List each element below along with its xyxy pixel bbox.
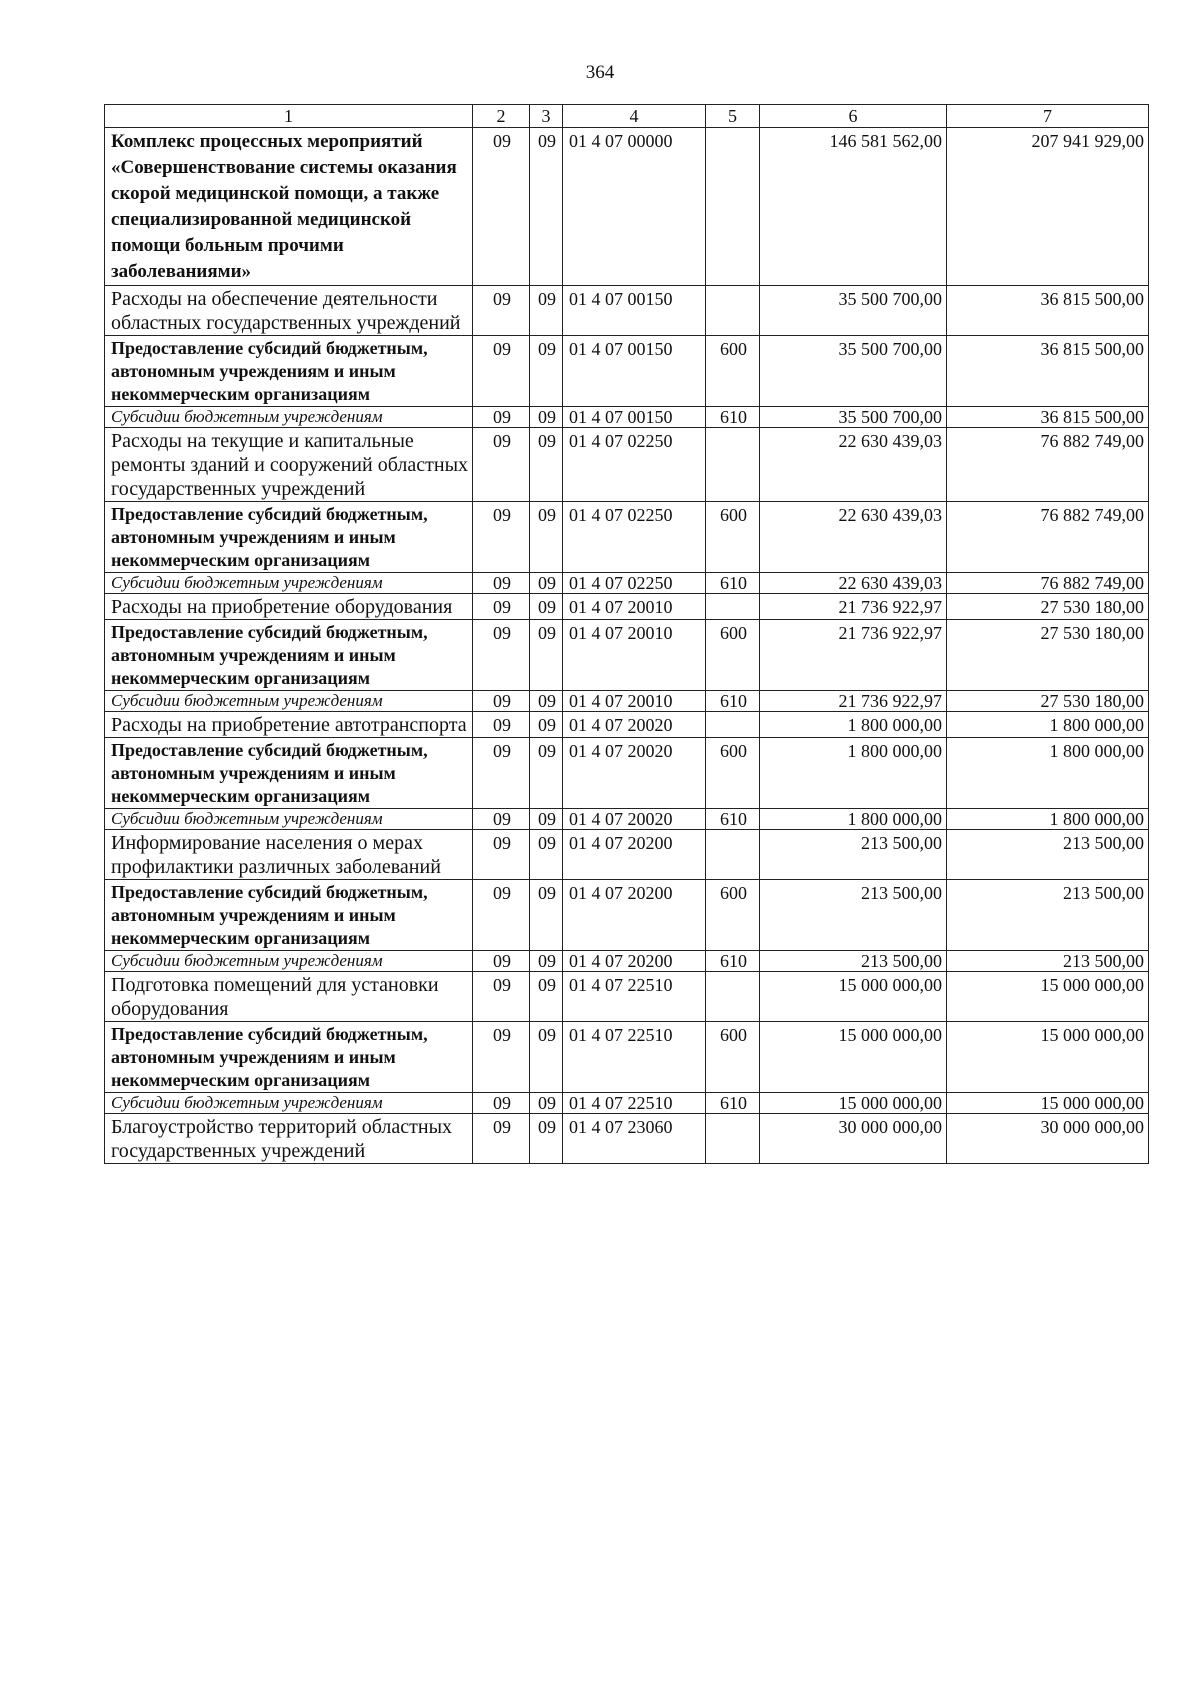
amount-cell: 27 530 180,00 bbox=[947, 594, 1149, 620]
target-article-cell: 01 4 07 00150 bbox=[563, 286, 706, 336]
expense-type-cell bbox=[706, 712, 760, 738]
amount-cell: 36 815 500,00 bbox=[947, 336, 1149, 407]
table-row bbox=[105, 620, 1149, 691]
expense-type-cell bbox=[706, 594, 760, 620]
amount-cell: 207 941 929,00 bbox=[947, 128, 1149, 286]
target-article-cell: 01 4 07 22510 bbox=[563, 1093, 706, 1114]
page-number: 364 bbox=[585, 62, 615, 83]
amount-cell: 1 800 000,00 bbox=[760, 738, 947, 809]
subsection-code-cell: 09 bbox=[530, 880, 563, 951]
target-article-cell: 01 4 07 22510 bbox=[563, 972, 706, 1022]
subsection-code-cell: 09 bbox=[530, 830, 563, 880]
subsection-code-cell: 09 bbox=[530, 620, 563, 691]
table-header bbox=[105, 105, 1149, 128]
amount-cell: 22 630 439,03 bbox=[760, 502, 947, 573]
amount-cell: 27 530 180,00 bbox=[947, 691, 1149, 712]
amount-cell: 15 000 000,00 bbox=[947, 1022, 1149, 1093]
subsection-code-cell: 09 bbox=[530, 428, 563, 502]
subsection-code-cell: 09 bbox=[530, 1022, 563, 1093]
table-body bbox=[105, 128, 1149, 1164]
amount-cell: 15 000 000,00 bbox=[947, 1093, 1149, 1114]
section-code-cell: 09 bbox=[473, 128, 530, 286]
amount-cell: 36 815 500,00 bbox=[947, 286, 1149, 336]
table-row bbox=[105, 712, 1149, 738]
target-article-cell: 01 4 07 20020 bbox=[563, 712, 706, 738]
table-row bbox=[105, 286, 1149, 336]
target-article-cell: 01 4 07 00150 bbox=[563, 407, 706, 428]
target-article-cell: 01 4 07 02250 bbox=[563, 428, 706, 502]
subsection-code-cell: 09 bbox=[530, 691, 563, 712]
amount-cell: 21 736 922,97 bbox=[760, 620, 947, 691]
section-code-cell: 09 bbox=[473, 620, 530, 691]
subsection-code-cell: 09 bbox=[530, 738, 563, 809]
expense-type-cell: 600 bbox=[706, 620, 760, 691]
target-article-cell: 01 4 07 02250 bbox=[563, 502, 706, 573]
section-code-cell: 09 bbox=[473, 880, 530, 951]
item-name-cell: Расходы на обеспечение деятельности областных государственных учреждений bbox=[105, 286, 473, 336]
amount-cell: 76 882 749,00 bbox=[947, 502, 1149, 573]
section-code-cell: 09 bbox=[473, 573, 530, 594]
subsection-code-cell: 09 bbox=[530, 128, 563, 286]
item-name-cell: Подготовка помещений для установки оборудования bbox=[105, 972, 473, 1022]
table-row bbox=[105, 502, 1149, 573]
header-cell-3: 3 bbox=[530, 105, 563, 128]
expense-type-cell bbox=[706, 1114, 760, 1164]
amount-cell: 21 736 922,97 bbox=[760, 691, 947, 712]
target-article-cell: 01 4 07 22510 bbox=[563, 1022, 706, 1093]
target-article-cell: 01 4 07 20200 bbox=[563, 880, 706, 951]
item-name-cell: Субсидии бюджетным учреждениям bbox=[105, 691, 473, 712]
table-row bbox=[105, 1114, 1149, 1164]
amount-cell: 213 500,00 bbox=[947, 880, 1149, 951]
item-name-cell: Субсидии бюджетным учреждениям bbox=[105, 951, 473, 972]
table-row bbox=[105, 691, 1149, 712]
target-article-cell: 01 4 07 20010 bbox=[563, 620, 706, 691]
amount-cell: 36 815 500,00 bbox=[947, 407, 1149, 428]
header-cell-6: 6 bbox=[760, 105, 947, 128]
amount-cell: 76 882 749,00 bbox=[947, 428, 1149, 502]
target-article-cell: 01 4 07 00150 bbox=[563, 336, 706, 407]
section-code-cell: 09 bbox=[473, 502, 530, 573]
section-code-cell: 09 bbox=[473, 1093, 530, 1114]
target-article-cell: 01 4 07 20020 bbox=[563, 738, 706, 809]
amount-cell: 15 000 000,00 bbox=[760, 972, 947, 1022]
item-name-cell: Субсидии бюджетным учреждениям bbox=[105, 1093, 473, 1114]
table-row bbox=[105, 594, 1149, 620]
section-code-cell: 09 bbox=[473, 738, 530, 809]
expense-type-cell: 610 bbox=[706, 951, 760, 972]
expense-type-cell bbox=[706, 286, 760, 336]
amount-cell: 1 800 000,00 bbox=[947, 809, 1149, 830]
subsection-code-cell: 09 bbox=[530, 286, 563, 336]
amount-cell: 1 800 000,00 bbox=[947, 712, 1149, 738]
expense-type-cell: 600 bbox=[706, 738, 760, 809]
item-name-cell: Предоставление субсидий бюджетным, автономным учреждениям и иным некоммерческим организациям bbox=[105, 738, 473, 809]
amount-cell: 1 800 000,00 bbox=[760, 809, 947, 830]
expense-type-cell: 600 bbox=[706, 502, 760, 573]
target-article-cell: 01 4 07 23060 bbox=[563, 1114, 706, 1164]
section-code-cell: 09 bbox=[473, 951, 530, 972]
amount-cell: 213 500,00 bbox=[947, 951, 1149, 972]
amount-cell: 35 500 700,00 bbox=[760, 286, 947, 336]
subsection-code-cell: 09 bbox=[530, 951, 563, 972]
expense-type-cell: 610 bbox=[706, 809, 760, 830]
item-name-cell: Предоставление субсидий бюджетным, автономным учреждениям и иным некоммерческим организациям bbox=[105, 620, 473, 691]
table-row bbox=[105, 1022, 1149, 1093]
subsection-code-cell: 09 bbox=[530, 573, 563, 594]
amount-cell: 22 630 439,03 bbox=[760, 428, 947, 502]
item-name-cell: Предоставление субсидий бюджетным, автономным учреждениям и иным некоммерческим организациям bbox=[105, 502, 473, 573]
item-name-cell: Расходы на приобретение оборудования bbox=[105, 594, 473, 620]
amount-cell: 213 500,00 bbox=[947, 830, 1149, 880]
expense-type-cell: 610 bbox=[706, 1093, 760, 1114]
budget-table bbox=[104, 104, 1149, 1164]
item-name-cell: Предоставление субсидий бюджетным, автономным учреждениям и иным некоммерческим организациям bbox=[105, 880, 473, 951]
section-code-cell: 09 bbox=[473, 691, 530, 712]
table-row bbox=[105, 1093, 1149, 1114]
target-article-cell: 01 4 07 20010 bbox=[563, 594, 706, 620]
item-name-cell: Предоставление субсидий бюджетным, автономным учреждениям и иным некоммерческим организациям bbox=[105, 336, 473, 407]
expense-type-cell: 600 bbox=[706, 336, 760, 407]
amount-cell: 15 000 000,00 bbox=[947, 972, 1149, 1022]
table-row bbox=[105, 573, 1149, 594]
table-row bbox=[105, 738, 1149, 809]
amount-cell: 213 500,00 bbox=[760, 830, 947, 880]
table-row bbox=[105, 407, 1149, 428]
section-code-cell: 09 bbox=[473, 286, 530, 336]
section-code-cell: 09 bbox=[473, 428, 530, 502]
item-name-cell: Предоставление субсидий бюджетным, автономным учреждениям и иным некоммерческим организациям bbox=[105, 1022, 473, 1093]
section-code-cell: 09 bbox=[473, 594, 530, 620]
amount-cell: 27 530 180,00 bbox=[947, 620, 1149, 691]
amount-cell: 22 630 439,03 bbox=[760, 573, 947, 594]
expense-type-cell: 600 bbox=[706, 880, 760, 951]
item-name-cell: Информирование населения о мерах профилактики различных заболеваний bbox=[105, 830, 473, 880]
subsection-code-cell: 09 bbox=[530, 1114, 563, 1164]
table-row bbox=[105, 428, 1149, 502]
target-article-cell: 01 4 07 02250 bbox=[563, 573, 706, 594]
amount-cell: 35 500 700,00 bbox=[760, 336, 947, 407]
section-code-cell: 09 bbox=[473, 830, 530, 880]
table-row bbox=[105, 972, 1149, 1022]
table-row bbox=[105, 880, 1149, 951]
target-article-cell: 01 4 07 20010 bbox=[563, 691, 706, 712]
expense-type-cell bbox=[706, 830, 760, 880]
amount-cell: 15 000 000,00 bbox=[760, 1093, 947, 1114]
expense-type-cell: 600 bbox=[706, 1022, 760, 1093]
item-name-cell: Расходы на приобретение автотранспорта bbox=[105, 712, 473, 738]
expense-type-cell: 610 bbox=[706, 573, 760, 594]
target-article-cell: 01 4 07 00000 bbox=[563, 128, 706, 286]
subsection-code-cell: 09 bbox=[530, 809, 563, 830]
table-row bbox=[105, 336, 1149, 407]
amount-cell: 35 500 700,00 bbox=[760, 407, 947, 428]
section-code-cell: 09 bbox=[473, 809, 530, 830]
section-code-cell: 09 bbox=[473, 972, 530, 1022]
amount-cell: 15 000 000,00 bbox=[760, 1022, 947, 1093]
amount-cell: 21 736 922,97 bbox=[760, 594, 947, 620]
table-row bbox=[105, 809, 1149, 830]
amount-cell: 1 800 000,00 bbox=[760, 712, 947, 738]
table-row bbox=[105, 128, 1149, 286]
section-code-cell: 09 bbox=[473, 1022, 530, 1093]
section-code-cell: 09 bbox=[473, 712, 530, 738]
item-name-cell: Субсидии бюджетным учреждениям bbox=[105, 573, 473, 594]
item-name-cell: Благоустройство территорий областных государственных учреждений bbox=[105, 1114, 473, 1164]
target-article-cell: 01 4 07 20200 bbox=[563, 951, 706, 972]
section-code-cell: 09 bbox=[473, 336, 530, 407]
header-row bbox=[105, 105, 1149, 128]
subsection-code-cell: 09 bbox=[530, 502, 563, 573]
amount-cell: 1 800 000,00 bbox=[947, 738, 1149, 809]
subsection-code-cell: 09 bbox=[530, 1093, 563, 1114]
expense-type-cell bbox=[706, 428, 760, 502]
expense-type-cell bbox=[706, 972, 760, 1022]
section-code-cell: 09 bbox=[473, 1114, 530, 1164]
subsection-code-cell: 09 bbox=[530, 336, 563, 407]
item-name-cell: Комплекс процессных мероприятий «Совершенствование системы оказания скорой медицинской помощи, а также специализированной медицинской помощи больным прочими заболеваниями» bbox=[105, 128, 473, 286]
amount-cell: 213 500,00 bbox=[760, 880, 947, 951]
expense-type-cell: 610 bbox=[706, 407, 760, 428]
header-cell-4: 4 bbox=[563, 105, 706, 128]
header-cell-5: 5 bbox=[706, 105, 760, 128]
subsection-code-cell: 09 bbox=[530, 712, 563, 738]
section-code-cell: 09 bbox=[473, 407, 530, 428]
header-cell-2: 2 bbox=[473, 105, 530, 128]
amount-cell: 76 882 749,00 bbox=[947, 573, 1149, 594]
item-name-cell: Субсидии бюджетным учреждениям bbox=[105, 809, 473, 830]
subsection-code-cell: 09 bbox=[530, 407, 563, 428]
subsection-code-cell: 09 bbox=[530, 594, 563, 620]
amount-cell: 213 500,00 bbox=[760, 951, 947, 972]
subsection-code-cell: 09 bbox=[530, 972, 563, 1022]
table-row bbox=[105, 830, 1149, 880]
item-name-cell: Субсидии бюджетным учреждениям bbox=[105, 407, 473, 428]
amount-cell: 146 581 562,00 bbox=[760, 128, 947, 286]
header-cell-1: 1 bbox=[105, 105, 473, 128]
target-article-cell: 01 4 07 20200 bbox=[563, 830, 706, 880]
amount-cell: 30 000 000,00 bbox=[947, 1114, 1149, 1164]
expense-type-cell bbox=[706, 128, 760, 286]
header-cell-7: 7 bbox=[947, 105, 1149, 128]
amount-cell: 30 000 000,00 bbox=[760, 1114, 947, 1164]
target-article-cell: 01 4 07 20020 bbox=[563, 809, 706, 830]
table-row bbox=[105, 951, 1149, 972]
expense-type-cell: 610 bbox=[706, 691, 760, 712]
item-name-cell: Расходы на текущие и капитальные ремонты зданий и сооружений областных государственных учреждений bbox=[105, 428, 473, 502]
